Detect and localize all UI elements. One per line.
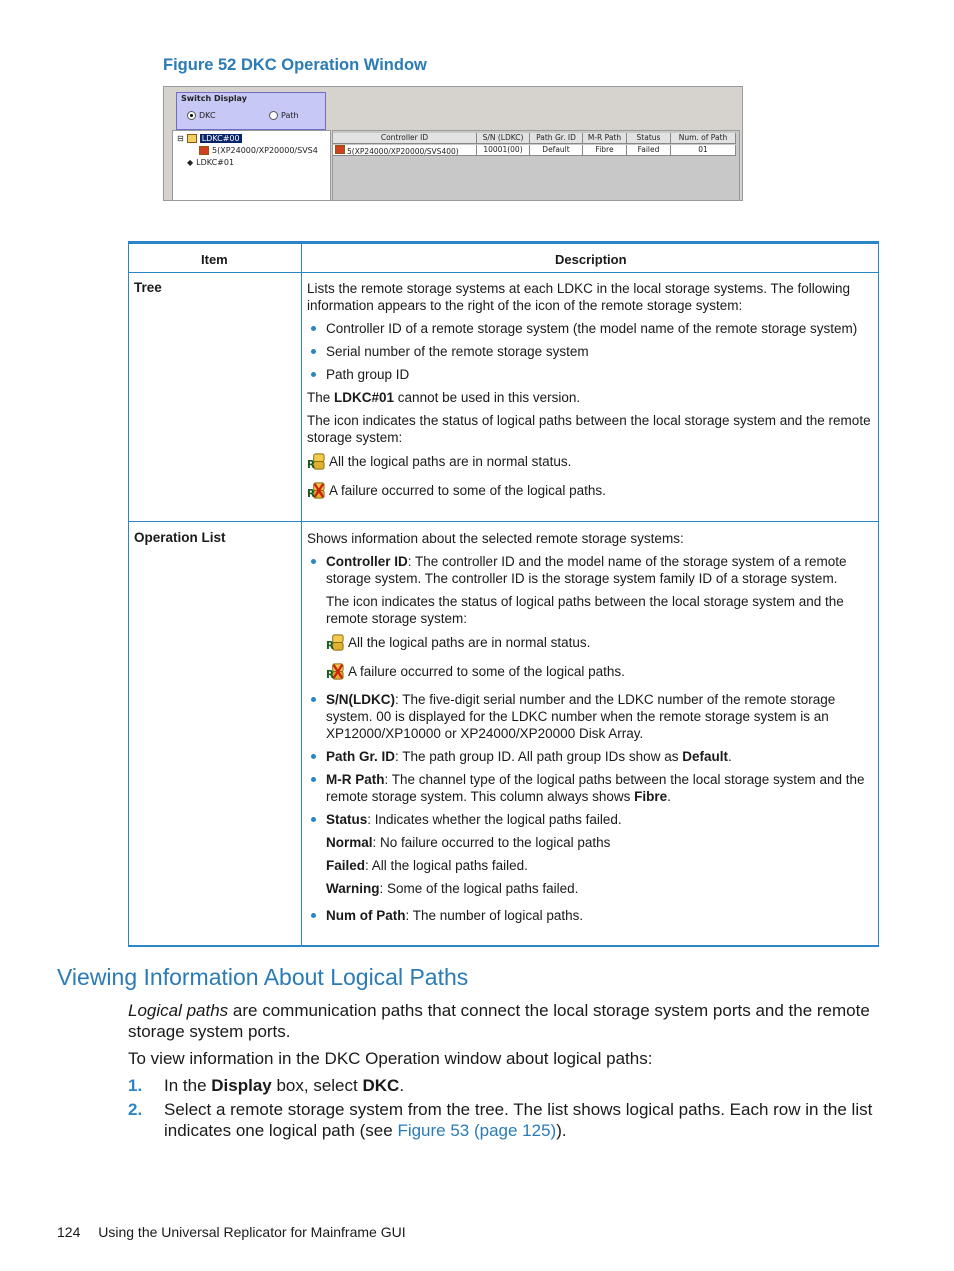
failure-status-icon [335,145,345,154]
list-item: Path group ID [307,366,875,383]
row-divider [129,521,878,522]
oplist-icon-intro: The icon indicates the status of logical paths between the local storage system and the remote storage system: [326,594,844,626]
failure-status-icon [307,481,326,500]
tree-node-label: LDKC#00 [201,134,240,143]
status-normal: Normal: No failure occurred to the logical paths [326,835,611,850]
collapse-icon: ⊟ [177,134,184,143]
figure-caption: Figure 52 DKC Operation Window [163,56,427,74]
list-cell: 10001(00) [477,145,530,156]
tree-description [307,280,875,508]
row-label-tree: Tree [134,280,162,295]
list-cell: Default [530,145,583,156]
radio-path-icon [269,111,278,120]
radio-path-label: Path [281,111,299,120]
switch-display-box [176,92,326,130]
normal-status-icon [326,633,345,652]
status-failed: Failed: All the logical paths failed. [326,858,528,873]
list-item: S/N(LDKC): The five-digit serial number and the LDKC number of the remote storage system. 00 is displayed for the LDKC number when the remote storage system is an XP12000/XP10000 or XP24000/XP20000 Disk Array. [307,691,875,742]
list-item: Path Gr. ID: The path group ID. All path group IDs show as Default. [307,748,875,765]
list-item: Num of Path: The number of logical paths. [307,907,875,924]
radio-dkc[interactable] [187,111,216,120]
normal-status-line: All the logical paths are in normal status. [307,452,875,471]
list-header-cell[interactable]: Num. of Path [671,133,736,144]
list-item: Serial number of the remote storage system [307,343,875,360]
status-warning: Warning: Some of the logical paths failed. [326,881,579,896]
page-footer [57,1224,406,1240]
row-label-operation-list: Operation List [134,530,226,545]
tree-pane [172,130,331,201]
list-item: Controller ID: The controller ID and the model name of the storage system of a remote storage system. The controller ID is the storage system family ID of a storage system. [307,553,875,587]
operation-list-description [307,530,875,930]
operation-list-pane [332,130,740,201]
failure-status-line: A failure occurred to some of the logical paths. [326,662,875,681]
step-item: 2. Select a remote storage system from the tree. The list shows logical paths. Each row in the list indicates one logical path (see Figure 53 (page 125)). [128,1100,873,1140]
list-header-cell[interactable]: M-R Path [583,133,627,144]
ldkc-note: The LDKC#01 cannot be used in this version. [307,390,581,405]
list-header-cell[interactable]: S/N (LDKC) [477,133,530,144]
tree-node-label: 5(XP24000/XP20000/SVS4 [212,146,318,155]
node-icon: ◆ [187,158,194,167]
step-number: 1. [128,1076,143,1095]
list-cell: Fibre [583,145,627,156]
step-number: 2. [128,1100,143,1119]
tree-node-label: LDKC#01 [196,158,235,167]
figure-53-link[interactable]: Figure 53 (page 125) [397,1121,557,1140]
failure-status-icon [199,146,209,155]
list-header-row [333,133,736,144]
list-cell-text: 5(XP24000/XP20000/SVS400) [347,147,459,156]
column-header-description: Description [555,252,627,267]
list-cell [333,145,477,156]
failure-status-line: A failure occurred to some of the logical paths. [307,481,875,500]
list-cell: 01 [671,145,736,156]
step-item: 1. In the Display box, select DKC. [128,1076,405,1095]
list-row[interactable] [333,145,736,156]
tree-node-ldkc01[interactable] [187,158,234,167]
footer-title: Using the Universal Replicator for Mainframe GUI [98,1224,406,1240]
controller-icon-block [307,593,875,681]
list-header-cell[interactable]: Controller ID [333,133,477,144]
list-header-cell[interactable]: Path Gr. ID [530,133,583,144]
tree-node-ldkc00[interactable] [177,134,242,143]
description-table [128,241,879,947]
list-item: Status: Indicates whether the logical paths failed. [307,811,875,828]
list-cell: Failed [627,145,671,156]
radio-dkc-label: DKC [199,111,216,120]
radio-dkc-icon [187,111,196,120]
failure-status-icon [326,662,345,681]
list-header-cell[interactable]: Status [627,133,671,144]
column-divider [301,244,302,945]
page-number: 124 [57,1224,81,1240]
oplist-intro: Shows information about the selected remote storage systems: [307,531,684,546]
folder-icon [187,134,197,143]
normal-status-icon [307,452,326,471]
tree-icon-intro: The icon indicates the status of logical paths between the local storage system and the remote storage system: [307,413,871,445]
tree-node-remote-system[interactable] [199,146,318,155]
paragraph-intro-steps: To view information in the DKC Operation window about logical paths: [128,1049,653,1068]
column-header-item: Item [201,252,228,267]
tree-intro: Lists the remote storage systems at each LDKC in the local storage systems. The following information appears to the right of the icon of the remote storage system: [307,281,850,313]
list-item: Controller ID of a remote storage system (the model name of the remote storage system) [307,320,875,337]
normal-status-line: All the logical paths are in normal status. [326,633,875,652]
switch-display-label: Switch Display [181,94,247,103]
paragraph-logical-paths: Logical paths are communication paths that connect the local storage system ports and the remote storage system ports. [128,1001,870,1041]
steps-list [128,1075,873,1144]
status-values-block [307,834,875,897]
section-title: Viewing Information About Logical Paths [57,964,469,990]
dkc-operation-window-figure [163,86,743,201]
radio-path[interactable] [269,111,299,120]
row-divider [129,272,878,273]
list-item: M-R Path: The channel type of the logical paths between the local storage system and the remote storage system. This column always shows Fibre. [307,771,875,805]
